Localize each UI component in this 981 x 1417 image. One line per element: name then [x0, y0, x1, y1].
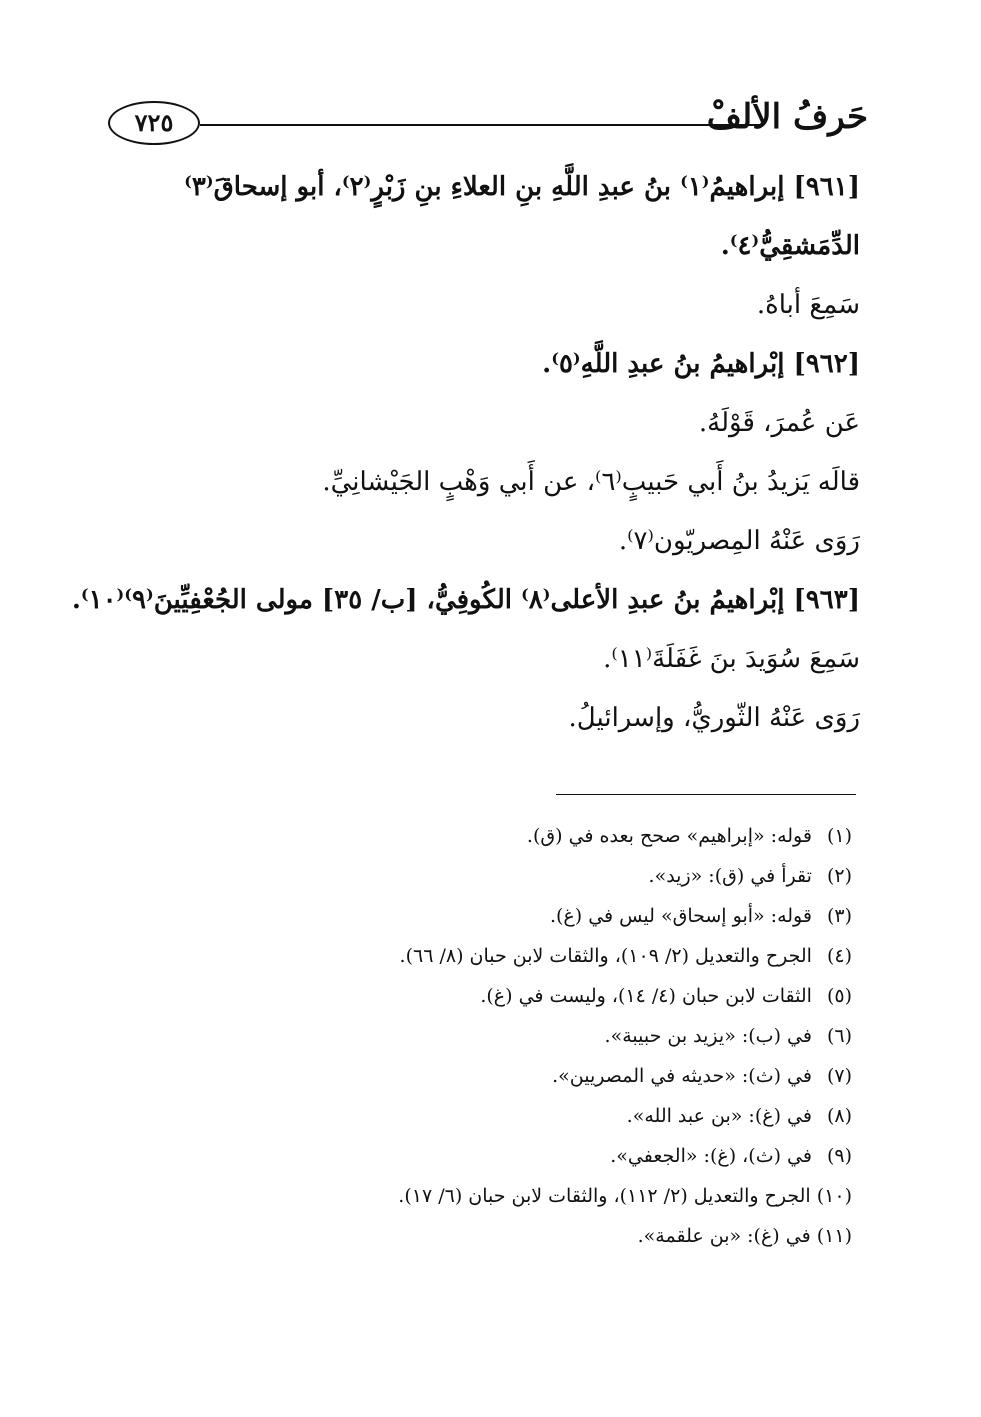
header-rule — [200, 124, 760, 126]
text-line: رَوَى عَنْهُ المِصريّون⁽٧⁾. — [618, 526, 860, 556]
footnote-text: قوله: «إبراهيم» صحح بعده في (ق). — [526, 825, 812, 847]
running-header — [108, 95, 868, 155]
footnotes — [300, 816, 852, 1256]
footnote-number: (٥) — [826, 985, 852, 1007]
footnote-number: (٨) — [826, 1105, 852, 1127]
footnote-text: في (ث): «حديثه في المصريين». — [552, 1065, 812, 1087]
running-title: حَرفُ الألفْ — [706, 97, 868, 137]
text-line: قالَه يَزيدُ بنُ أَبي حَبيبٍ⁽٦⁾، عن أَبي وَهْبٍ الجَيْشانِيِّ. — [322, 467, 860, 497]
footnote-text: قوله: «أبو إسحاق» ليس في (غ). — [549, 905, 812, 927]
footnote-text: في (ث)، (غ): «الجعفي». — [610, 1145, 812, 1167]
footnote-text: الجرح والتعديل (٢/ ١١٢)، والثقات لابن حبان (٦/ ١٧). — [398, 1185, 811, 1207]
footnote — [300, 896, 852, 936]
text-line: [٩٦١] إبراهيمُ⁽١⁾ بنُ عبدِ اللَّهِ بنِ العلاءِ بنِ زَبْرٍ⁽٢⁾، أبو إسحاقَ⁽٣⁾ — [184, 172, 860, 202]
footnote — [300, 816, 852, 856]
footnote — [300, 856, 852, 896]
text-line: سَمِعَ أباهُ. — [756, 290, 860, 320]
footnote-number: (٩) — [826, 1145, 852, 1167]
footnote — [300, 976, 852, 1016]
footnote-number: (١٠) — [816, 1185, 852, 1207]
footnote-text: الثقات لابن حبان (٤/ ١٤)، وليست في (غ). — [480, 985, 812, 1007]
footnote — [300, 1056, 852, 1096]
text-line: [٩٦٢] إبْراهيمُ بنُ عبدِ اللَّهِ⁽٥⁾. — [542, 349, 860, 379]
footnote-number: (٣) — [826, 905, 852, 927]
footnote — [300, 1136, 852, 1176]
text-line: رَوَى عَنْهُ الثّوريُّ، وإسرائيلُ. — [568, 703, 860, 733]
text-line: عَن عُمرَ، قَوْلَهُ. — [698, 408, 860, 438]
text-line: الدِّمَشقِيُّ⁽٤⁾. — [720, 231, 860, 261]
footnote-number: (٢) — [826, 865, 852, 887]
footnote-text: في (غ): «بن عبد الله». — [626, 1105, 812, 1127]
footnote — [300, 1216, 852, 1256]
footnote-text: تقرأ في (ق): «زيد». — [648, 865, 812, 887]
footnote-number: (١) — [826, 825, 852, 847]
footnote-text: الجرح والتعديل (٢/ ١٠٩)، والثقات لابن حبان (٨/ ٦٦). — [399, 945, 812, 967]
footnote — [300, 1176, 852, 1216]
text-line: [٩٦٣] إبْراهيمُ بنُ عبدِ الأعلى⁽٨⁾ الكُوفِيُّ، [ب/ ٣٥] مولى الجُعْفِيِّينَ⁽٩⁾⁽١٠⁾. — [71, 585, 860, 615]
text-line: سَمِعَ سُوَيدَ بنَ غَفَلَةَ⁽١١⁾. — [603, 644, 860, 674]
footnote-number: (٧) — [826, 1065, 852, 1087]
footnote-number: (٤) — [826, 945, 852, 967]
footnote-text: في (ب): «يزيد بن حبيبة». — [604, 1025, 812, 1047]
footnote-number: (١١) — [816, 1225, 852, 1247]
footnote-text: في (غ): «بن علقمة». — [637, 1225, 811, 1247]
footnote-separator — [556, 794, 856, 795]
footnote — [300, 1096, 852, 1136]
footnote-number: (٦) — [826, 1025, 852, 1047]
page-number: ٧٢٥ — [108, 101, 200, 145]
main-text — [71, 158, 860, 748]
footnote — [300, 936, 852, 976]
footnote — [300, 1016, 852, 1056]
